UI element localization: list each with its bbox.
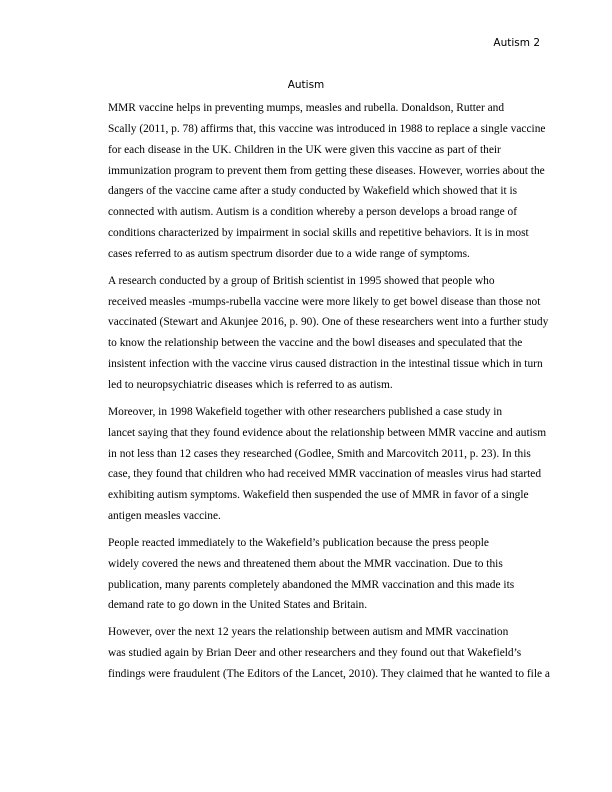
paragraph-line: for each disease in the UK. Children in the UK were given this vaccine as part of their (108, 143, 501, 156)
paragraph-line: insistent infection with the vaccine virus caused distraction in the intestinal tissue which in turn (108, 358, 543, 371)
paragraph-line: MMR vaccine helps in preventing mumps, measles and rubella. Donaldson, Rutter and (108, 102, 505, 114)
paragraph-line: conditions characterized by impairment in social skills and repetitive behaviors. It is in most (108, 227, 529, 240)
paragraph-line: vaccinated (Stewart and Akunjee 2016, p. 90). One of these researchers went into a further study (108, 316, 549, 329)
paragraph-line: A research conducted by a group of British scientist in 1995 showed that people who (108, 274, 495, 287)
paragraph-line: Scally (2011, p. 78) affirms that, this vaccine was introduced in 1988 to replace a single vaccine (108, 122, 546, 135)
page-title: Autism (287, 79, 325, 91)
paragraph-line: dangers of the vaccine came after a study conducted by Wakefield which showed that it is (108, 185, 518, 198)
paragraph-line: Moreover, in 1998 Wakefield together with other researchers published a case study in (108, 405, 503, 418)
paragraph-line: to know the relationship between the vaccine and the bowl diseases and speculated that the (108, 337, 523, 350)
paragraph-line: However, over the next 12 years the relationship between autism and MMR vaccination (108, 626, 509, 639)
paragraph-line: was studied again by Brian Deer and other researchers and they found out that Wakefield’s (108, 647, 522, 660)
paragraph (72, 533, 540, 616)
paragraph-line: immunization program to prevent them from getting these diseases. However, worries about the (108, 164, 545, 177)
paragraph-line: widely covered the news and threatened them about the MMR vaccination. Due to this (108, 557, 503, 570)
paragraph-line: publication, many parents completely abandoned the MMR vaccination and this made its (108, 578, 515, 591)
paragraph-line: in not less than 12 cases they researched (Godlee, Smith and Marcovitch 2011, p. 23). In this (108, 447, 531, 460)
paragraph-line: cases referred to as autism spectrum disorder due to a wide range of symptoms. (108, 247, 470, 260)
paragraph (72, 271, 549, 396)
paragraph-line: case, they found that children who had received MMR vaccination of measles virus had started (108, 468, 542, 481)
paragraph-line: demand rate to go down in the United States and Britain. (108, 599, 368, 612)
paragraph-line: exhibiting autism symptoms. Wakefield then suspended the use of MMR in favor of a single (108, 489, 529, 502)
paragraph-line: connected with autism. Autism is a condition whereby a person develops a broad range of (108, 206, 518, 219)
paragraph-line: People reacted immediately to the Wakefield’s publication because the press people (108, 536, 489, 549)
paragraph (72, 402, 547, 527)
paragraph-line: antigen measles vaccine. (108, 510, 221, 523)
body-text (72, 98, 550, 691)
paragraph-line: findings were fraudulent (The Editors of the Lancet, 2010). They claimed that he wanted to file a (108, 667, 550, 680)
paragraph (72, 98, 546, 265)
paragraph-line: lancet saying that they found evidence about the relationship between MMR vaccine and autism (108, 426, 547, 439)
paragraph-line: received measles -mumps-rubella vaccine were more likely to get bowel disease than those not (108, 295, 541, 308)
paragraph-line: led to neuropsychiatric diseases which is referred to as autism. (108, 378, 393, 391)
paragraph (72, 622, 550, 685)
running-head: Autism 2 (493, 37, 540, 49)
